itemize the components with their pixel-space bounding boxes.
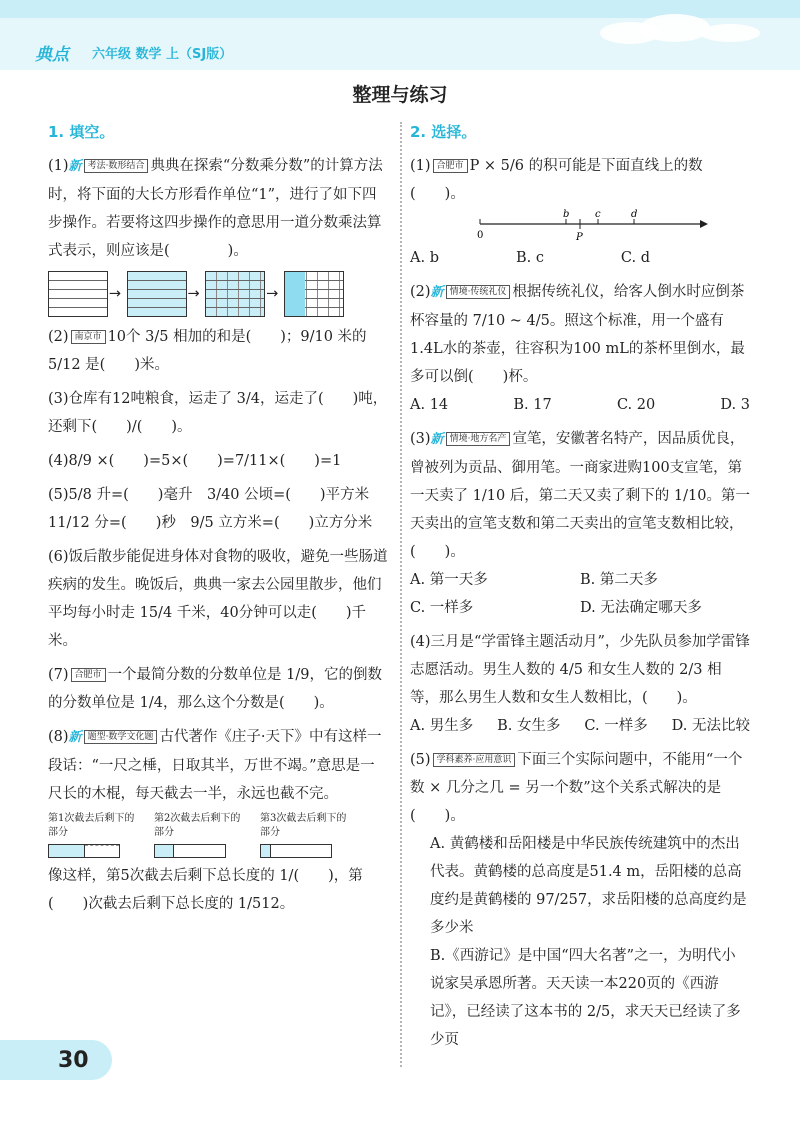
q-tag: 合肥市 <box>433 159 468 173</box>
grade-book-label: 六年级 数学 上（SJ版） <box>92 47 233 62</box>
label-c: c <box>595 209 601 220</box>
q-text: 三月是“学雷锋主题活动月”，少先队员参加学雷锋志愿活动。男生人数的 4/5 和女生人数的 2/3 相等，那么男生人数和女生人数相比，( )。 <box>410 634 750 706</box>
option-a[interactable]: A. 男生多 <box>410 718 474 734</box>
q-number: (7) <box>48 667 69 683</box>
right-column <box>410 118 750 1060</box>
stick-label: 第2次截去后剩下的部分 <box>154 813 241 838</box>
new-badge: 新 <box>68 730 82 745</box>
q-number: (5) <box>410 752 431 768</box>
question-1-1 <box>48 152 388 317</box>
q-number: (1) <box>410 158 431 174</box>
page-title: 整理与练习 <box>352 84 448 106</box>
option-c[interactable]: C. 一样多 <box>584 718 648 734</box>
option-a[interactable]: A. 黄鹤楼和岳阳楼是中华民族传统建筑中的杰出代表。黄鹤楼的总高度是51.4 m，岳阳楼的总高度约是黄鹤楼的 97/257，求岳阳楼的总高度约是多少米 <box>430 836 747 936</box>
option-c[interactable]: C. 一样多 <box>410 600 474 616</box>
question-1-6 <box>48 543 388 655</box>
option-d[interactable]: D. 无法比较 <box>671 718 750 734</box>
q-text: 典典在探索“分数乘分数”的计算方法时，将下面的大长方形看作单位“1”，进行了如下四步操作。若要将这四步操作的意思用一道分数乘法算式表示，则应该是( )。 <box>48 158 383 259</box>
question-2-1 <box>410 152 750 272</box>
option-a[interactable]: A. 14 <box>410 397 449 413</box>
page-header <box>0 0 800 70</box>
step-rect <box>205 271 265 317</box>
stick-figure <box>48 812 388 858</box>
q-text: 饭后散步能促进身体对食物的吸收，避免一些肠道疾病的发生。晚饭后，典典一家去公园里散步，他们平均每小时走 15/4 千米，40分钟可以走( )千米。 <box>48 549 388 649</box>
q-tag: 考法·数形结合 <box>84 159 149 173</box>
option-a[interactable]: A. 第一天多 <box>410 572 488 588</box>
option-d[interactable]: D. 无法确定哪天多 <box>580 600 702 616</box>
cloud-decoration <box>640 14 710 42</box>
step-rect <box>284 271 344 317</box>
question-2-2 <box>410 278 750 419</box>
q-number: (4) <box>48 453 69 469</box>
q-text: 下面三个实际问题中，不能用“一个数 × 几分之几 = 另一个数”这个关系式解决的是( )。 <box>410 752 743 824</box>
options <box>410 566 750 622</box>
option-b[interactable]: B.《西游记》是中国“四大名著”之一，为明代小说家吴承恩所著。天天读一本220页的《西游记》，已经读了这本书的 2/5，求天天已经读了多少页 <box>430 948 741 1048</box>
question-1-5 <box>48 481 388 537</box>
rectangle-steps-figure <box>48 271 388 317</box>
option-a[interactable]: A. b <box>410 250 439 266</box>
column-divider <box>400 122 402 1067</box>
option-c[interactable]: C. d <box>620 250 650 266</box>
section-2-heading: 2. 选择。 <box>410 123 477 141</box>
q-number: (5) <box>48 487 69 503</box>
q-number: (1) <box>48 158 69 174</box>
q-tag: 学科素养·应用意识 <box>433 753 516 767</box>
q-tag: 情境·传统礼仪 <box>446 285 511 299</box>
option-b[interactable]: B. c <box>515 250 544 266</box>
q-number: (4) <box>410 634 431 650</box>
q-text: 根据传统礼仪，给客人倒水时应倒茶杯容量的 7/10 ~ 4/5。照这个标准，用一个盛有1.4L水的茶壶，往容积为100 mL的茶杯里倒水，最多可以倒( )杯。 <box>410 284 745 385</box>
q-number: (8) <box>48 729 69 745</box>
brand-logo: 典点 <box>35 45 69 65</box>
q-number: (2) <box>410 284 431 300</box>
q-text: 8/9 ×( )=5×( )=7/11×( )=1 <box>68 453 342 469</box>
number-line <box>470 208 710 244</box>
page-number-tab <box>0 1040 112 1080</box>
question-1-8 <box>48 723 388 918</box>
q-text: 仓库有12吨粮食，运走了 3/4，运走了( )吨，还剩下( )/( )。 <box>48 391 388 435</box>
q-tail-text: 像这样，第5次截去后剩下总长度的 1/( )，第( )次截去后剩下总长度的 1/512。 <box>48 868 363 912</box>
label-p: P <box>576 232 583 243</box>
stick-bar <box>260 844 332 858</box>
option-c[interactable]: C. 20 <box>616 397 656 413</box>
q-number: (3) <box>48 391 69 407</box>
q-text: 5/8 升=( )毫升 3/40 公顷=( )平方米 11/12 分=( )秒 9/5 立方米=( )立方分米 <box>48 487 384 531</box>
new-badge: 新 <box>68 159 82 174</box>
q-text: 宣笔，安徽著名特产，因品质优良，曾被列为贡品、御用笔。一商家进购100支宣笔，第一天卖了 1/10 后，第二天又卖了剩下的 1/10。第一天卖出的宣笔支数和第二天卖出的宣笔支数相比较，( )。 <box>410 431 750 560</box>
q-text: 一个最简分数的分数单位是 1/9，它的倒数的分数单位是 1/4，那么这个分数是( )。 <box>48 667 383 711</box>
q-tag: 题型·数学文化题 <box>84 730 158 744</box>
label-d: d <box>631 209 638 220</box>
options <box>410 391 750 419</box>
stick-label: 第1次截去后剩下的部分 <box>48 813 135 838</box>
new-badge: 新 <box>430 432 444 447</box>
step-rect <box>127 271 187 317</box>
q-text: P × 5/6 的积可能是下面直线上的数( )。 <box>410 158 703 202</box>
question-1-2 <box>48 323 388 379</box>
page-number: 30 <box>58 1048 89 1073</box>
question-1-7 <box>48 661 388 717</box>
option-d[interactable]: D. 3 <box>720 397 750 413</box>
option-b[interactable]: B. 17 <box>513 397 552 413</box>
cloud-decoration <box>700 24 760 42</box>
q-tag: 南京市 <box>71 330 106 344</box>
question-1-4 <box>48 447 388 475</box>
arrow-icon: → <box>108 286 122 302</box>
label-b: b <box>563 209 570 220</box>
q-tag: 合肥市 <box>71 668 106 682</box>
question-2-4 <box>410 628 750 740</box>
step-rect <box>48 271 108 317</box>
question-2-3 <box>410 425 750 622</box>
q-text: 10个 3/5 相加的和是( )；9/10 米的 5/12 是( )米。 <box>48 329 367 373</box>
q-number: (3) <box>410 431 431 447</box>
stick-step <box>154 812 246 858</box>
label-zero: 0 <box>477 230 484 241</box>
question-1-3 <box>48 385 388 441</box>
options <box>410 712 750 740</box>
left-column <box>48 118 388 924</box>
q-number: (2) <box>48 329 69 345</box>
option-b[interactable]: B. 第二天多 <box>580 572 658 588</box>
q-text: 古代著作《庄子·天下》中有这样一段话：“一尺之棰，日取其半，万世不竭。”意思是一尺长的木棍，每天截去一半，永远也截不完。 <box>48 729 382 802</box>
stick-label: 第3次截去后剩下的部分 <box>260 813 347 838</box>
arrow-icon: → <box>187 286 200 302</box>
q-number: (6) <box>48 549 69 565</box>
option-b[interactable]: B. 女生多 <box>497 718 561 734</box>
stick-step <box>48 812 140 858</box>
q-tag: 情境·地方名产 <box>446 432 511 446</box>
question-2-5 <box>410 746 750 1054</box>
stick-bar <box>154 844 226 858</box>
stick-bar <box>48 844 120 858</box>
arrow-icon: → <box>266 286 279 302</box>
new-badge: 新 <box>430 285 444 300</box>
arrow-icon <box>700 220 708 228</box>
section-1-heading: 1. 填空。 <box>48 123 115 141</box>
options <box>410 244 650 272</box>
stick-step <box>260 812 352 858</box>
